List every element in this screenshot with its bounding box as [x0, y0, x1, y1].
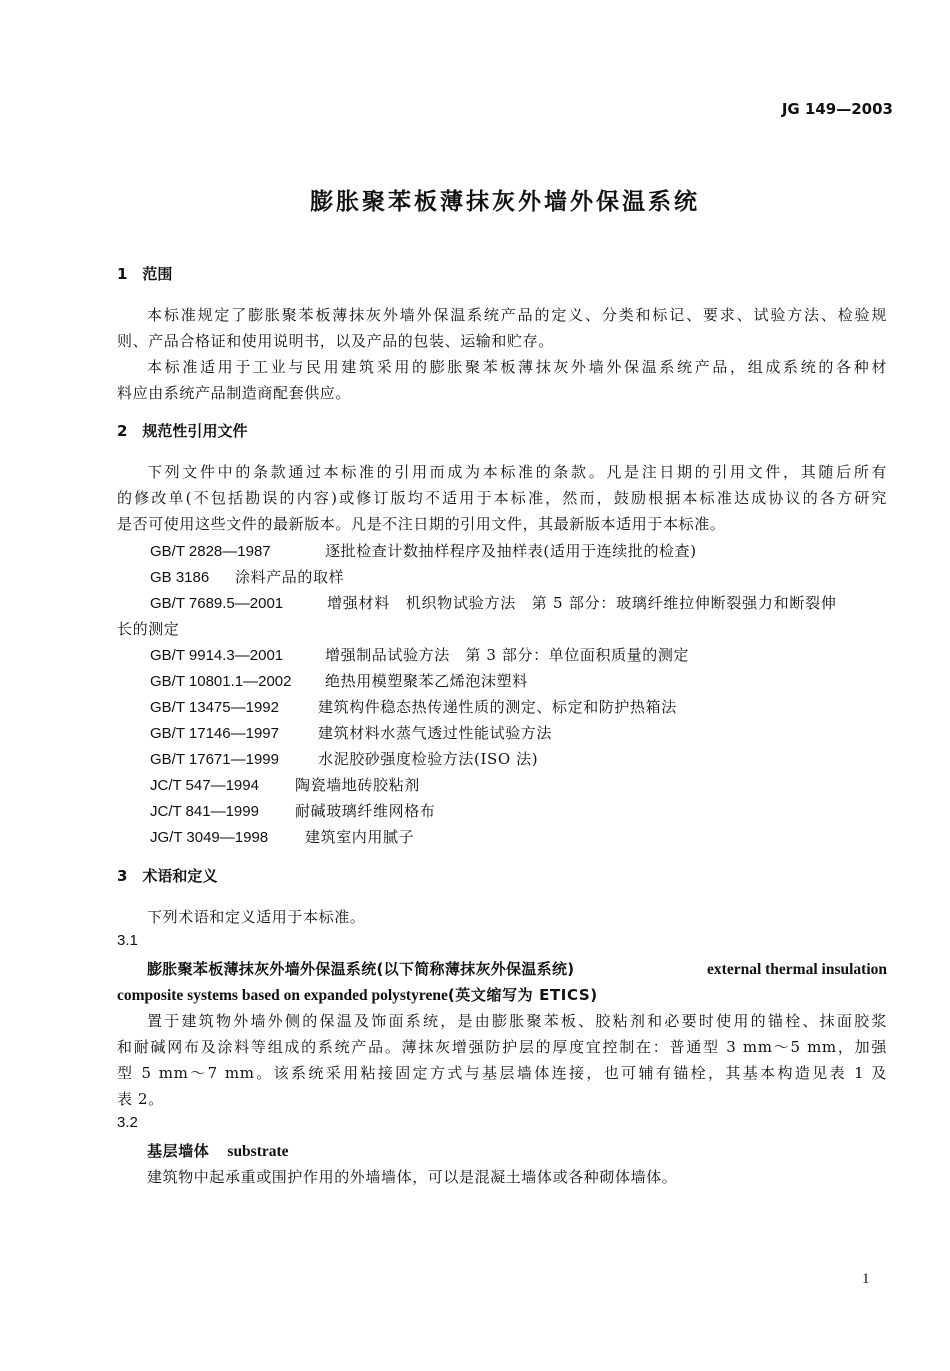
term-2-cn: 基层墙体 [147, 1142, 210, 1160]
reference-code: JC/T 547—1994 [150, 777, 259, 794]
term-1-def-line4: 表 2。 [117, 1090, 164, 1108]
reference-name: 陶瓷墙地砖胶粘剂 [295, 776, 420, 794]
reference-item [150, 644, 689, 665]
section-1-para1-line2: 则、产品合格证和使用说明书，以及产品的包装、运输和贮存。 [117, 332, 554, 350]
reference-code: GB/T 13475—1992 [150, 699, 279, 716]
reference-item [150, 748, 538, 769]
reference-name: 建筑室内用腻子 [305, 828, 415, 846]
reference-item [150, 540, 697, 561]
page-number: 1 [862, 1271, 870, 1287]
reference-code: GB/T 2828—1987 [150, 543, 271, 560]
section-1-para1-line1: 本标准规定了膨胀聚苯板薄抹灰外墙外保温系统产品的定义、分类和标记、要求、试验方法、检验规 [147, 306, 887, 324]
reference-item [150, 670, 528, 691]
reference-name: 增强制品试验方法 第 3 部分：单位面积质量的测定 [325, 646, 690, 664]
reference-name: 涂料产品的取样 [235, 568, 345, 586]
standard-code: JG 149—2003 [781, 100, 893, 118]
reference-name: 水泥胶砂强度检验方法(ISO 法) [318, 750, 539, 768]
reference-name: 建筑构件稳态热传递性质的测定、标定和防护热箱法 [318, 698, 677, 716]
section-2-para-line1: 下列文件中的条款通过本标准的引用而成为本标准的条款。凡是注日期的引用文件，其随后所有 [147, 463, 887, 481]
reference-code: GB/T 17146—1997 [150, 725, 279, 742]
term-number: 3.2 [117, 1114, 138, 1131]
section-3-intro: 下列术语和定义适用于本标准。 [147, 908, 366, 926]
term-1-en-part1: external thermal insulation [707, 961, 887, 978]
term-1-def-line3: 型 5 mm～7 mm。该系统采用粘接固定方式与基层墙体连接，也可辅有锚栓，其基本构造见表 1 及 [117, 1064, 887, 1082]
section-2-heading: 2 规范性引用文件 [117, 422, 248, 440]
reference-item-continued [117, 618, 179, 639]
section-1-heading: 1 范围 [117, 265, 173, 283]
section-2-para-line3: 是否可使用这些文件的最新版本。凡是不注日期的引用文件，其最新版本适用于本标准。 [117, 515, 726, 533]
page-title: 膨胀聚苯板薄抹灰外墙外保温系统 [310, 189, 700, 215]
reference-name: 逐批检查计数抽样程序及抽样表(适用于连续批的检查) [325, 542, 697, 560]
reference-item [150, 696, 677, 717]
term-2-en: substrate [227, 1143, 289, 1160]
reference-name: 长的测定 [117, 620, 180, 638]
reference-code: JG/T 3049—1998 [150, 829, 269, 846]
reference-name: 耐碱玻璃纤维网格布 [295, 802, 436, 820]
term-2-heading [147, 1140, 289, 1161]
reference-name: 绝热用模塑聚苯乙烯泡沫塑料 [325, 672, 528, 690]
section-1-para2-line2: 料应由系统产品制造商配套供应。 [117, 384, 352, 402]
term-1-heading-line1 [147, 958, 887, 979]
reference-code: GB/T 17671—1999 [150, 751, 279, 768]
section-1-para2-line1: 本标准适用于工业与民用建筑采用的膨胀聚苯板薄抹灰外墙外保温系统产品，组成系统的各种材 [147, 358, 887, 376]
term-2-def: 建筑物中起承重或围护作用的外墙墙体，可以是混凝土墙体或各种砌体墙体。 [147, 1168, 678, 1186]
reference-item [150, 722, 552, 743]
term-1-cn: 膨胀聚苯板薄抹灰外墙外保温系统(以下简称薄抹灰外保温系统) [147, 960, 575, 978]
reference-code: JC/T 841—1999 [150, 803, 259, 820]
reference-code: GB/T 10801.1—2002 [150, 673, 292, 690]
reference-code: GB/T 9914.3—2001 [150, 647, 284, 664]
reference-code: GB 3186 [150, 569, 210, 586]
section-3-heading: 3 术语和定义 [117, 867, 218, 885]
reference-item [150, 774, 420, 795]
reference-name: 增强材料 机织物试验方法 第 5 部分：玻璃纤维拉伸断裂强力和断裂伸 [327, 594, 837, 612]
reference-name: 建筑材料水蒸气透过性能试验方法 [318, 724, 553, 742]
term-number: 3.1 [117, 932, 138, 949]
section-2-para-line2: 的修改单(不包括勘误的内容)或修订版均不适用于本标准，然而，鼓励根据本标准达成协议的各方研究 [117, 489, 887, 507]
reference-item [150, 566, 344, 587]
term-1-heading-line2 [117, 984, 598, 1005]
term-1-def-line1: 置于建筑物外墙外侧的保温及饰面系统，是由膨胀聚苯板、胶粘剂和必要时使用的锚栓、抹面胶浆 [147, 1012, 887, 1030]
reference-item [150, 800, 435, 821]
reference-item [150, 826, 414, 847]
term-1-en-part2: composite systems based on expanded polystyrene [117, 987, 448, 1004]
term-1-def-line2: 和耐碱网布及涂料等组成的系统产品。薄抹灰增强防护层的厚度宜控制在：普通型 3 mm～5 mm，加强 [117, 1038, 887, 1056]
reference-item [150, 592, 887, 613]
term-1-abbr: (英文缩写为 ETICS) [447, 986, 598, 1004]
reference-code: GB/T 7689.5—2001 [150, 595, 284, 612]
